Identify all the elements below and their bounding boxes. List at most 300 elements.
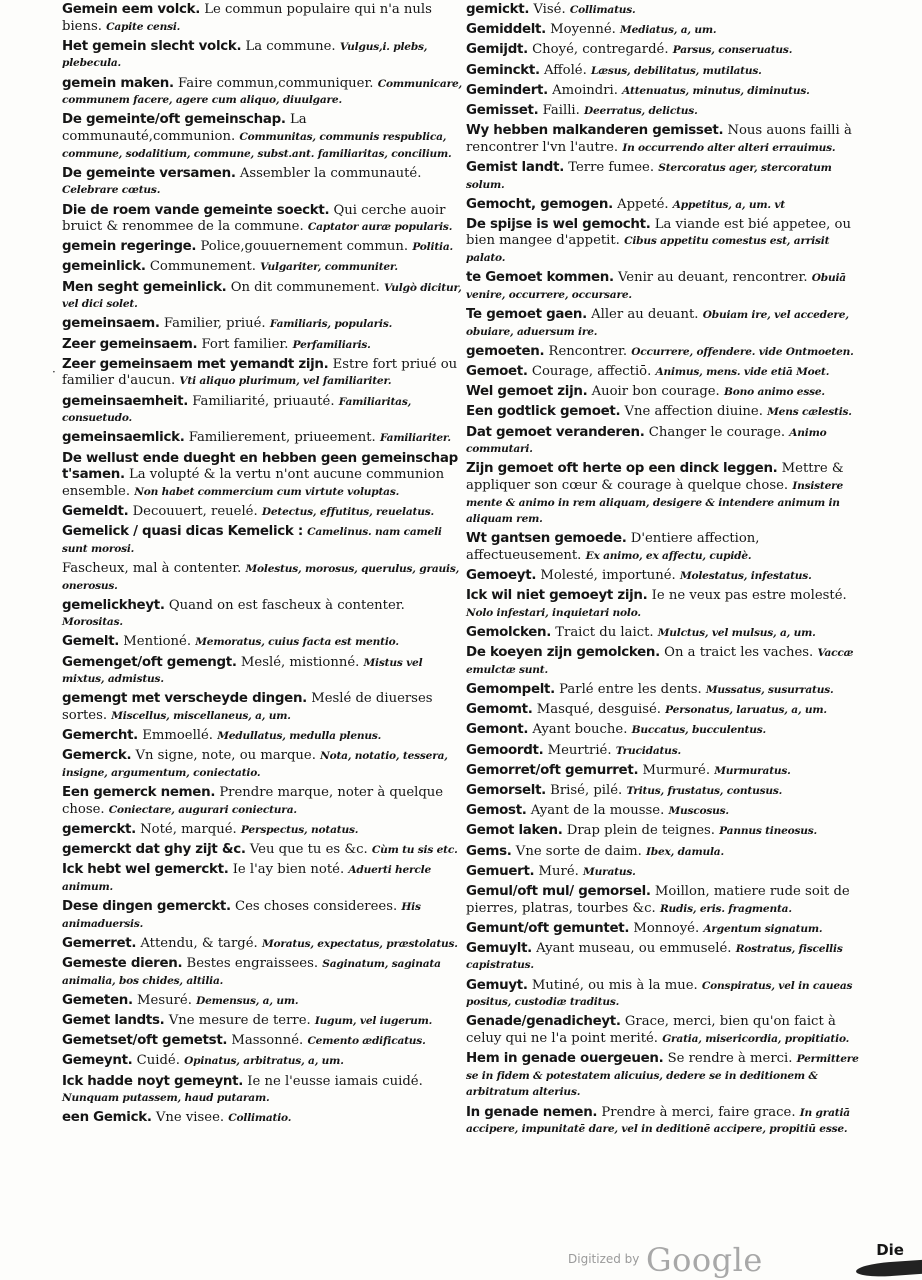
headword: gemeinsaemheit.	[62, 393, 189, 409]
dictionary-entry	[466, 702, 862, 719]
dictionary-entry	[62, 728, 462, 745]
latin-gloss: Communitas, communis respublica, commune, sodalitium, commune, subst.ant. familiaritas, concilium.	[62, 130, 452, 160]
headword: een Gemick.	[62, 1110, 152, 1126]
dictionary-entry	[62, 203, 462, 236]
headword: Gemisset.	[466, 102, 539, 118]
french-gloss: Vne sorte de daim.	[515, 843, 642, 859]
latin-gloss: Nunquam putassem, haud putaram.	[62, 1092, 270, 1105]
dictionary-entry	[466, 1051, 862, 1101]
latin-gloss: Murmuratus.	[714, 764, 791, 777]
french-gloss: Cuidé.	[136, 1053, 180, 1069]
dictionary-entry	[466, 978, 862, 1011]
latin-gloss: Permittere se in fidem & potestatem alicuius, dedere se in deditionem & arbitratum alterius.	[466, 1053, 859, 1099]
dictionary-entry	[466, 270, 862, 303]
latin-gloss: Appetitus, a, um. vt	[672, 198, 785, 211]
latin-gloss: Attenuatus, minutus, diminutus.	[622, 84, 810, 97]
dictionary-entry	[62, 748, 462, 781]
dictionary-entry	[62, 993, 462, 1010]
french-gloss: Veu que tu es &c.	[249, 842, 368, 858]
headword: Te gemoet gaen.	[466, 307, 587, 323]
french-gloss: Decouuert, reuelé.	[132, 503, 258, 519]
dictionary-entry	[466, 123, 862, 156]
headword: Gemont.	[466, 722, 529, 738]
dictionary-entry	[62, 822, 462, 839]
french-gloss: Noté, marqué.	[140, 821, 237, 837]
headword: Gemocht, gemogen.	[466, 196, 613, 212]
dictionary-entry	[466, 921, 862, 938]
french-gloss: Estre fort priué ou familier d'aucun.	[62, 356, 458, 389]
latin-gloss: Buccatus, bucculentus.	[631, 724, 766, 737]
dictionary-entry	[62, 634, 462, 651]
french-gloss: Le commun populaire qui n'a nuls biens.	[62, 2, 432, 34]
right-column	[466, 2, 862, 1141]
french-gloss: Vne affection diuine.	[624, 404, 763, 420]
latin-gloss: Morositas.	[62, 616, 123, 629]
french-gloss: Prendre à merci, faire grace.	[601, 1104, 796, 1120]
french-gloss: Qui cerche auoir bruict & renommee de la commune.	[62, 202, 446, 235]
dictionary-entry	[466, 42, 862, 59]
headword: Gemoet.	[466, 364, 528, 379]
french-gloss: Mutiné, ou mis à la mue.	[531, 977, 698, 993]
latin-gloss: Ex animo, ex affectu, cupidè.	[585, 549, 752, 562]
headword: Wel gemoet zijn.	[466, 384, 588, 400]
latin-gloss: Obuiam ire, vel accedere, obuiare, aduersum ire.	[466, 309, 849, 338]
french-gloss: Auoir bon courage.	[591, 384, 720, 400]
dictionary-entry	[62, 862, 462, 895]
headword: Hem in genade ouergeuen.	[466, 1051, 664, 1067]
dictionary-entry	[466, 884, 862, 917]
french-gloss: Prendre marque, noter à quelque chose.	[62, 785, 444, 817]
french-gloss: Visé.	[533, 2, 566, 17]
latin-gloss: Non habet commercium cum virtute voluptas.	[134, 485, 400, 498]
latin-gloss: In gratiā accipere, impunitatē dare, vel in deditionē accipere, propitiū esse.	[466, 1106, 850, 1136]
headword: Gemuert.	[466, 863, 535, 879]
headword: De koeyen zijn gemolcken.	[466, 645, 660, 661]
headword: Gemeten.	[62, 992, 133, 1008]
dictionary-entry	[62, 337, 462, 354]
dictionary-entry	[466, 783, 862, 800]
latin-gloss: Trucidatus.	[615, 744, 681, 757]
dictionary-entry	[466, 344, 862, 361]
french-gloss: Vne mesure de terre.	[168, 1013, 311, 1029]
latin-gloss: Gratia, misericordia, propitiatio.	[662, 1033, 850, 1046]
dictionary-entry	[466, 823, 862, 840]
dictionary-entry	[466, 763, 862, 780]
french-gloss: Faire commun,communiquer.	[178, 75, 374, 91]
dictionary-entry	[62, 2, 462, 35]
latin-gloss: Muratus.	[583, 865, 636, 878]
latin-gloss: Obuiā venire, occurrere, occursare.	[466, 272, 846, 301]
headword: Zijn gemoet oft herte op een dinck leggen.	[466, 461, 778, 477]
headword: Gemomt.	[466, 702, 533, 718]
french-gloss: Brisé, pilé.	[550, 782, 623, 798]
french-gloss: Drap plein de teignes.	[566, 823, 715, 839]
latin-gloss: Pannus tineosus.	[719, 825, 818, 838]
french-gloss: Bestes engraissees.	[186, 956, 319, 972]
headword: Gemunt/oft gemuntet.	[466, 920, 630, 936]
french-gloss: Ayant bouche.	[532, 722, 628, 738]
headword: gemerckt.	[62, 821, 136, 837]
latin-gloss: Iugum, vel iugerum.	[314, 1015, 433, 1028]
french-gloss: Moyenné.	[550, 22, 616, 38]
french-gloss: Familier, priué.	[163, 316, 266, 332]
headword: Wy hebben malkanderen gemisset.	[466, 123, 724, 139]
latin-gloss: Rudis, eris. fragmenta.	[659, 902, 792, 915]
dictionary-entry	[466, 63, 862, 80]
dictionary-entry	[466, 307, 862, 340]
dictionary-entry	[466, 384, 862, 401]
french-gloss: Ayant museau, ou emmuselé.	[536, 940, 732, 956]
french-gloss: Mettre & appliquer son cœur & courage à quelque chose.	[466, 461, 844, 493]
french-gloss: Fort familier.	[201, 336, 289, 352]
french-gloss: D'entiere affection, affectueusement.	[466, 531, 760, 563]
headword: De wellust ende dueght en hebben geen gemeinschap t'samen.	[62, 450, 458, 483]
headword: Men seght gemeinlick.	[62, 279, 227, 295]
headword: Gemein eem volck.	[62, 2, 201, 17]
latin-gloss: Camelinus. nam cameli sunt morosi.	[62, 526, 442, 555]
latin-gloss: Mussatus, susurratus.	[705, 684, 834, 697]
french-gloss: Failli.	[542, 102, 580, 118]
french-gloss: Molesté, importuné.	[540, 568, 676, 584]
headword: Gemerret.	[62, 935, 137, 951]
french-gloss: Muré.	[538, 863, 579, 879]
french-gloss: Vne visee.	[155, 1110, 225, 1126]
dictionary-entry	[62, 259, 462, 276]
latin-gloss: Parsus, conseruatus.	[672, 44, 793, 57]
french-gloss: Massonné.	[231, 1033, 304, 1049]
latin-gloss: Familiaritas, consuetudo.	[62, 395, 412, 425]
french-gloss: Meurtrié.	[547, 742, 612, 758]
french-gloss: Familierement, priueement.	[188, 430, 376, 446]
dictionary-entry	[466, 83, 862, 100]
dictionary-entry	[62, 1033, 462, 1050]
french-gloss: Moillon, matiere rude soit de pierres, platras, tourbes &c.	[466, 883, 850, 916]
french-gloss: Courage, affectiō.	[531, 364, 652, 379]
catchword: Die	[876, 1241, 904, 1259]
latin-gloss: Tritus, frustatus, contusus.	[626, 784, 783, 797]
headword: Een godtlick gemoet.	[466, 404, 621, 420]
dictionary-entry	[62, 899, 462, 932]
dictionary-entry	[466, 941, 862, 974]
headword: Genade/genadicheyt.	[466, 1014, 621, 1030]
headword: Gemeynt.	[62, 1053, 133, 1069]
headword: gemerckt dat ghy zijt &c.	[62, 842, 246, 858]
headword: Gemelick / quasi dicas Kemelick :	[62, 524, 303, 540]
latin-gloss: Mediatus, a, um.	[620, 24, 717, 37]
dictionary-entry	[62, 430, 462, 447]
dictionary-entry	[62, 561, 462, 594]
french-gloss: Nous auons failli à rencontrer l'vn l'autre.	[466, 123, 852, 155]
latin-gloss: Memoratus, cuius facta est mentio.	[195, 636, 399, 649]
headword: gemoeten.	[466, 343, 545, 359]
headword: gemein maken.	[62, 75, 174, 91]
left-column	[62, 2, 462, 1131]
french-gloss: Masqué, desguisé.	[536, 702, 661, 718]
french-gloss: Changer le courage.	[648, 424, 786, 440]
headword: gemickt.	[466, 2, 530, 17]
french-gloss: Appeté.	[617, 196, 669, 212]
latin-gloss: Occurrere, offendere. vide Ontmoeten.	[631, 345, 854, 358]
dictionary-entry	[466, 645, 862, 678]
dictionary-entry	[466, 404, 862, 421]
dictionary-entry	[62, 39, 462, 72]
headword: Gemompelt.	[466, 682, 555, 698]
headword: gemeinlick.	[62, 259, 146, 275]
dictionary-entry	[466, 217, 862, 267]
french-gloss: Parlé entre les dents.	[559, 682, 702, 698]
headword: De spijse is wel gemocht.	[466, 216, 651, 232]
latin-gloss: Miscellus, miscellaneus, a, um.	[111, 710, 291, 723]
dictionary-entry	[62, 1110, 462, 1127]
headword: gemengt met verscheyde dingen.	[62, 691, 307, 707]
headword: In genade nemen.	[466, 1104, 598, 1120]
headword: Zeer gemeinsaem met yemandt zijn.	[62, 356, 329, 372]
dictionary-entry	[62, 76, 462, 109]
latin-gloss: Cemento ædificatus.	[307, 1035, 426, 1048]
headword: Ick hebt wel gemerckt.	[62, 862, 229, 878]
headword: Ick hadde noyt gemeynt.	[62, 1073, 244, 1089]
headword: Gemoordt.	[466, 742, 544, 758]
dictionary-entry	[62, 112, 462, 162]
latin-gloss: Rostratus, fiscellis capistratus.	[466, 942, 843, 972]
dictionary-entry	[62, 655, 462, 688]
french-gloss: Ie ne l'eusse iamais cuidé.	[247, 1073, 423, 1089]
latin-gloss: Vaccæ emulctæ sunt.	[466, 647, 854, 676]
french-gloss: Monnoyé.	[633, 920, 700, 936]
headword: Gemetset/oft gemetst.	[62, 1033, 228, 1049]
dictionary-entry	[62, 1074, 462, 1107]
dictionary-entry	[466, 364, 862, 381]
latin-gloss: Demensus, a, um.	[196, 994, 299, 1007]
latin-gloss: Deerratus, delictus.	[584, 104, 698, 117]
headword: Gemuylt.	[466, 940, 532, 956]
french-gloss: Quand on est fascheux à contenter.	[168, 597, 405, 613]
latin-gloss: Mens cælestis.	[767, 406, 852, 419]
headword: Gemorret/oft gemurret.	[466, 762, 639, 778]
headword: De gemeinte versamen.	[62, 165, 236, 181]
french-gloss: Mesuré.	[137, 992, 192, 1008]
headword: gemelickheyt.	[62, 597, 165, 613]
headword: Gemercht.	[62, 728, 138, 744]
french-gloss: Emmoellé.	[142, 728, 213, 744]
french-gloss: Meslé de diuerses sortes.	[62, 691, 433, 724]
french-gloss: Terre fumee.	[568, 159, 655, 175]
latin-gloss: In occurrendo alter alteri errauimus.	[622, 141, 836, 154]
french-gloss: On dit communement.	[230, 279, 380, 295]
french-gloss: Rencontrer.	[548, 343, 628, 359]
dictionary-entry	[466, 568, 862, 585]
latin-gloss: Bono animo esse.	[723, 386, 825, 399]
dictionary-entry	[466, 844, 862, 861]
headword: Gemost.	[466, 803, 527, 819]
latin-gloss: Animo commutari.	[466, 426, 827, 456]
latin-gloss: Vulgariter, communiter.	[260, 261, 398, 274]
dictionary-entry	[62, 357, 462, 390]
french-gloss: Ie ne veux pas estre molesté.	[651, 588, 847, 604]
latin-gloss: Collimatio.	[228, 1112, 292, 1125]
latin-gloss: Vulgò dicitur, vel dici solet.	[62, 281, 462, 311]
dictionary-entry	[466, 682, 862, 699]
dictionary-entry	[62, 691, 462, 724]
headword: gemein regeringe.	[62, 239, 197, 255]
headword: gemeinsaemlick.	[62, 430, 185, 446]
latin-gloss: Cibus appetitu comestus est, arrisit palato.	[466, 235, 830, 265]
latin-gloss: Collimatus.	[569, 4, 636, 16]
headword: Het gemein slecht volck.	[62, 38, 242, 54]
french-gloss: Vn signe, note, ou marque.	[135, 748, 316, 764]
headword: Gemiddelt.	[466, 22, 546, 38]
headword: Gemerck.	[62, 748, 132, 764]
french-gloss: Fascheux, mal à contenter.	[62, 560, 242, 576]
headword: Gemeste dieren.	[62, 956, 183, 972]
headword: Gemet landts.	[62, 1013, 165, 1029]
headword: Zeer gemeinsaem.	[62, 336, 198, 352]
dictionary-entry	[62, 316, 462, 333]
dictionary-entry	[466, 425, 862, 458]
latin-gloss: Nolo infestari, inquietari nolo.	[466, 606, 641, 619]
french-gloss: Ayant de la mousse.	[530, 803, 665, 819]
google-logo: Google	[646, 1241, 763, 1279]
dictionary-entry	[62, 394, 462, 427]
latin-gloss: Perspectus, notatus.	[240, 823, 359, 836]
headword: Dat gemoet veranderen.	[466, 424, 645, 440]
latin-gloss: Opinatus, arbitratus, a, um.	[184, 1055, 344, 1068]
french-gloss: Meslé, mistionné.	[240, 654, 360, 670]
digitized-by-label: Digitized by	[568, 1252, 640, 1266]
dictionary-entry	[62, 239, 462, 256]
latin-gloss: Perfamiliaris.	[292, 338, 371, 351]
dictionary-entry	[62, 598, 462, 631]
french-gloss: Amoindri.	[552, 82, 618, 98]
dictionary-entry	[466, 1105, 862, 1138]
french-gloss: Se rendre à merci.	[667, 1051, 793, 1067]
dictionary-entry	[466, 103, 862, 120]
latin-gloss: Coniectare, augurari coniectura.	[108, 803, 297, 816]
latin-gloss: Captator auræ popularis.	[307, 221, 453, 234]
french-gloss: Aller au deuant.	[591, 307, 699, 323]
latin-gloss: Vti aliquo plurimum, vel familiariter.	[179, 375, 392, 388]
dictionary-entry	[466, 160, 862, 193]
french-gloss: Ces choses considerees.	[235, 899, 398, 915]
dictionary-entry	[466, 531, 862, 564]
french-gloss: Familiarité, priuauté.	[192, 393, 335, 409]
headword: Gemist landt.	[466, 159, 564, 175]
latin-gloss: Medullatus, medulla plenus.	[217, 730, 382, 743]
french-gloss: La viande est bié appetee, ou bien mangee d'appetit.	[466, 216, 851, 249]
french-gloss: Choyé, contregardé.	[532, 42, 669, 58]
dictionary-entry	[62, 524, 462, 557]
headword: gemeinsaem.	[62, 316, 160, 332]
headword: Gemul/oft mul/ gemorsel.	[466, 883, 651, 899]
headword: Dese dingen gemerckt.	[62, 899, 231, 915]
latin-gloss: Muscosus.	[668, 805, 729, 818]
latin-gloss: Politia.	[412, 241, 453, 254]
latin-gloss: Saginatum, saginata animalia, bos chides, altilia.	[62, 958, 441, 987]
dictionary-entry	[466, 197, 862, 214]
dictionary-entry	[466, 625, 862, 642]
headword: Gems.	[466, 843, 512, 859]
dictionary-entry	[466, 22, 862, 39]
latin-gloss: Aduerti hercle animum.	[62, 864, 432, 893]
headword: te Gemoet kommen.	[466, 270, 614, 286]
french-gloss: Grace, merci, bien qu'on faict à celuy qui ne l'a point merité.	[466, 1014, 836, 1047]
latin-gloss: Mulctus, vel mulsus, a, um.	[657, 627, 816, 640]
latin-gloss: Capite censi.	[106, 20, 181, 33]
dictionary-entry	[62, 451, 462, 501]
latin-gloss: Animus, mens. vide etiā Moet.	[655, 366, 830, 378]
dictionary-entry	[466, 722, 862, 739]
headword: Geminckt.	[466, 62, 540, 78]
margin-mark: ·	[52, 365, 56, 379]
latin-gloss: Detectus, effutitus, reuelatus.	[261, 505, 434, 518]
headword: Een gemerck nemen.	[62, 785, 216, 801]
latin-gloss: His animaduersis.	[62, 901, 421, 930]
dictionary-entry	[62, 785, 462, 818]
headword: Gemuyt.	[466, 977, 528, 993]
french-gloss: La commune.	[245, 38, 336, 54]
headword: Gemelt.	[62, 634, 120, 650]
latin-gloss: Molestatus, infestatus.	[679, 570, 812, 583]
headword: De gemeinte/oft gemeinschap.	[62, 112, 286, 128]
latin-gloss: Familiariter.	[379, 432, 451, 445]
french-gloss: Attendu, & targé.	[140, 935, 258, 951]
headword: Gemindert.	[466, 82, 548, 98]
dictionary-entry	[62, 166, 462, 199]
dictionary-entry	[466, 2, 862, 19]
latin-gloss: Familiaris, popularis.	[269, 318, 393, 331]
latin-gloss: Nota, notatio, tessera, insigne, argumentum, coniectatio.	[62, 750, 448, 779]
latin-gloss: Vulgus,i. plebs, plebecula.	[62, 40, 428, 70]
latin-gloss: Personatus, laruatus, a, um.	[665, 704, 827, 717]
headword: Ick wil niet gemoeyt zijn.	[466, 588, 648, 604]
dictionary-entry	[466, 588, 862, 621]
dictionary-entry	[466, 461, 862, 527]
headword: Gemenget/oft gemengt.	[62, 654, 237, 670]
dictionary-entry	[62, 936, 462, 953]
dictionary-entry	[466, 803, 862, 820]
latin-gloss: Insistere mente & animo in rem aliquam, desigere & intendere animum in aliquam rem.	[466, 479, 844, 526]
latin-gloss: Stercoratus ager, stercoratum solum.	[466, 161, 832, 191]
french-gloss: Affolé.	[543, 62, 587, 78]
latin-gloss: Communicare, communem facere, agere cum aliquo, diuulgare.	[62, 77, 462, 107]
dictionary-entry	[466, 1014, 862, 1047]
french-gloss: Traict du laict.	[555, 625, 654, 641]
dictionary-entry	[62, 504, 462, 521]
latin-gloss: Mistus vel mixtus, admistus.	[62, 656, 423, 686]
french-gloss: Venir au deuant, rencontrer.	[617, 270, 808, 286]
dictionary-entry	[466, 743, 862, 760]
latin-gloss: Molestus, morosus, querulus, grauis, onerosus.	[62, 562, 460, 592]
headword: Gemoeyt.	[466, 568, 537, 584]
latin-gloss: Conspiratus, vel in caueas positus, custodiæ traditus.	[466, 979, 853, 1009]
french-gloss: Communement.	[149, 259, 256, 275]
dictionary-entry	[62, 1053, 462, 1070]
dictionary-entry	[62, 280, 462, 313]
ink-smudge	[856, 1260, 922, 1279]
french-gloss: Ie l'ay bien noté.	[232, 862, 345, 878]
french-gloss: Assembler la communauté.	[239, 165, 422, 181]
headword: Gemorselt.	[466, 782, 546, 798]
latin-gloss: Cùm tu sis etc.	[371, 844, 458, 857]
latin-gloss: Celebrare cœtus.	[62, 184, 161, 197]
latin-gloss: Læsus, debilitatus, mutilatus.	[591, 64, 762, 77]
headword: Die de roem vande gemeinte soeckt.	[62, 202, 330, 218]
french-gloss: On a traict les vaches.	[664, 645, 814, 661]
latin-gloss: Moratus, expectatus, præstolatus.	[261, 937, 458, 950]
headword: Wt gantsen gemoede.	[466, 531, 627, 547]
french-gloss: La communauté,communion.	[62, 112, 307, 144]
dictionary-entry	[62, 1013, 462, 1030]
